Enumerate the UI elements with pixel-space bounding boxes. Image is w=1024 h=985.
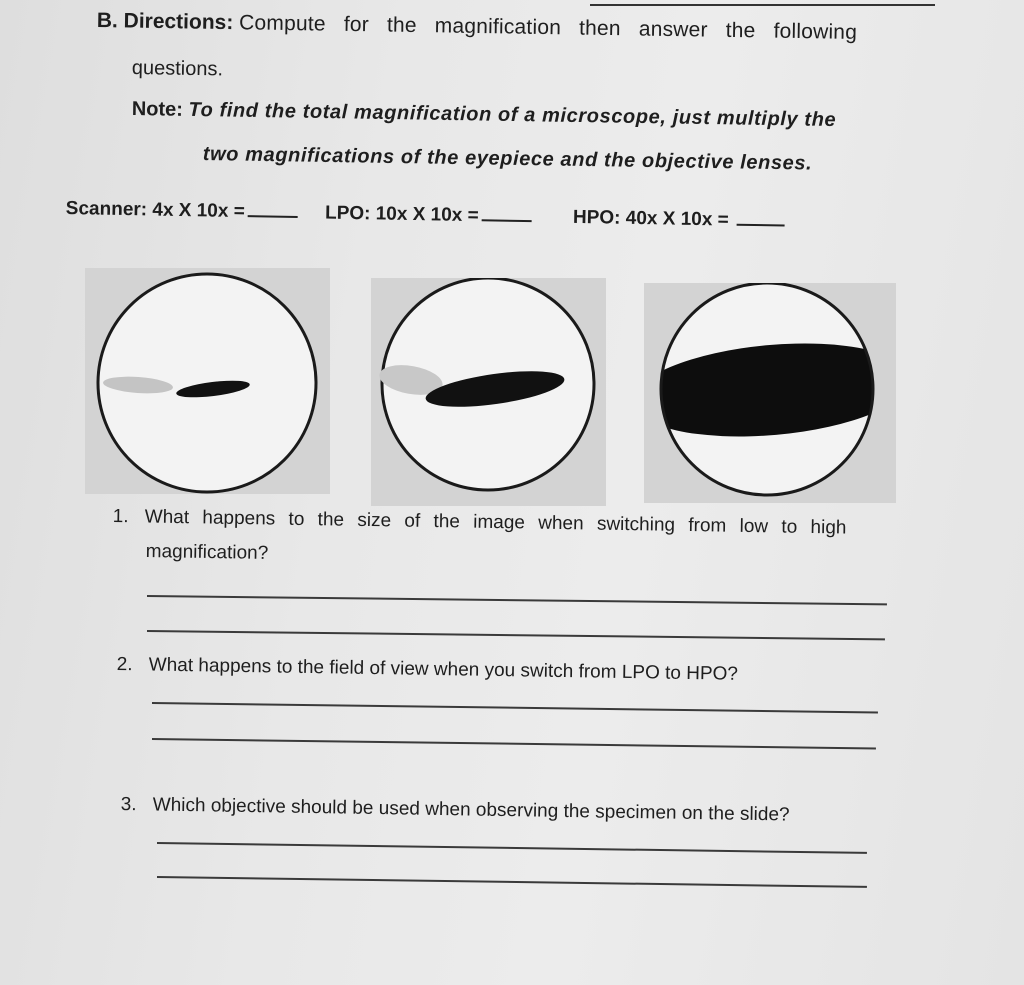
lpo-label: LPO: 10x X 10x = <box>324 202 479 227</box>
scanner-view-illustration <box>85 268 330 494</box>
directions-label: B. Directions: <box>96 8 234 35</box>
note-line-2: two magnifications of the eyepiece and the objective lenses. <box>202 143 813 175</box>
note-text-1: To find the total magnification of a microscope, just multiply the <box>188 98 837 132</box>
question-3-answer-line-2[interactable] <box>157 876 867 888</box>
lpo-view-illustration <box>371 278 606 506</box>
question-1-answer-line-2[interactable] <box>147 630 885 640</box>
hpo-label: HPO: 40x X 10x = <box>572 206 729 231</box>
question-3-answer-line-1[interactable] <box>157 842 867 854</box>
lpo-field-of-view <box>371 278 606 506</box>
lpo-answer-blank[interactable] <box>482 203 532 222</box>
hpo-field-of-view <box>644 283 896 503</box>
scanner-magnification <box>66 196 298 224</box>
scanner-label: Scanner: 4x X 10x = <box>65 197 245 223</box>
directions-continuation: questions. <box>131 57 224 81</box>
question-2 <box>116 648 738 692</box>
note-line-1 <box>132 98 837 132</box>
scanner-answer-blank[interactable] <box>248 199 298 218</box>
lpo-magnification <box>325 201 532 229</box>
top-divider <box>590 4 935 6</box>
note-label: Note: <box>131 98 184 121</box>
question-1-answer-line-1[interactable] <box>147 595 887 605</box>
question-3 <box>120 788 789 833</box>
question-1-text: What happens to the size of the image when switching from low to high <box>144 506 847 539</box>
hpo-answer-blank[interactable] <box>737 208 785 227</box>
question-3-number: 3. <box>120 793 137 816</box>
question-2-number: 2. <box>116 653 133 676</box>
question-2-answer-line-2[interactable] <box>152 738 876 749</box>
question-2-answer-line-1[interactable] <box>152 702 878 714</box>
directions-heading <box>97 8 947 47</box>
hpo-magnification <box>573 205 785 233</box>
question-2-text: What happens to the field of view when you switch from LPO to HPO? <box>148 654 739 685</box>
magnification-row <box>66 196 785 233</box>
hpo-view-illustration <box>644 283 896 503</box>
question-1-continuation: magnification? <box>145 540 269 564</box>
question-3-text: Which objective should be used when observing the specimen on the slide? <box>152 794 790 826</box>
directions-text: Compute for the magnification then answer the following <box>238 11 858 44</box>
scanner-field-of-view <box>85 268 330 494</box>
question-1-number: 1. <box>112 505 129 528</box>
